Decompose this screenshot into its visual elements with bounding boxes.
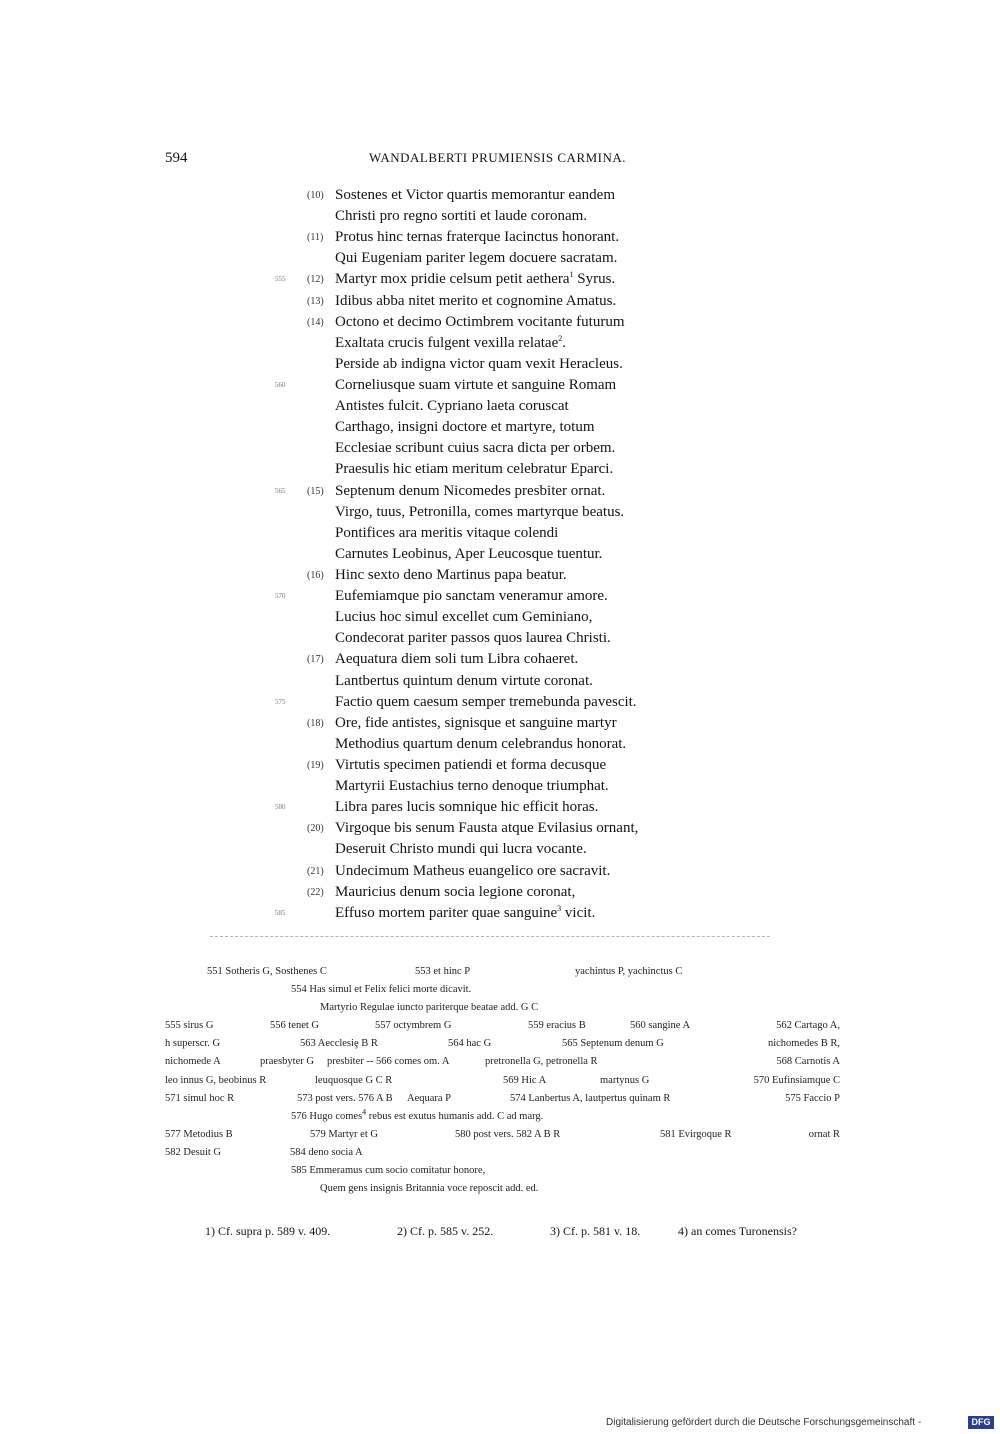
- poem-line: [275, 481, 795, 502]
- verse-body: Qui Eugeniam pariter legem docuere sacratam.: [335, 250, 618, 267]
- apparatus-entry: 562 Cartago A,: [776, 1020, 840, 1032]
- verse-text: [335, 671, 593, 692]
- verse-body: Virtutis specimen patiendi et forma decusque: [335, 756, 607, 773]
- apparatus-entry: 565 Septenum denum G: [562, 1038, 664, 1050]
- apparatus-row: [165, 1126, 840, 1144]
- apparatus-entry: Martyrio Regulae iuncto pariterque beatae add. G C: [320, 1002, 539, 1014]
- separator-line: [210, 936, 770, 937]
- apparatus-entry: Quem gens insignis Britannia voce reposcit add. ed.: [320, 1183, 539, 1195]
- day-marker: (12): [307, 274, 324, 286]
- verse-body: Condecorat pariter passos quos laurea Christi.: [335, 630, 611, 647]
- footnote-1: 1) Cf. supra p. 589 v. 409.: [205, 1224, 331, 1238]
- verse-body: Perside ab indigna victor quam vexit Heracleus.: [335, 355, 623, 372]
- poem-line: [275, 396, 795, 417]
- apparatus-text: 576 Hugo comes: [291, 1110, 363, 1122]
- apparatus-entry: 559 eracius B: [528, 1020, 586, 1032]
- verse-text: [335, 607, 592, 628]
- verse-body: Carthago, insigni doctore et martyre, totum: [335, 419, 595, 436]
- day-marker: (14): [307, 316, 324, 328]
- poem-line: [275, 312, 795, 333]
- verse-text: [335, 565, 567, 586]
- apparatus-entry: 569 Hic A: [503, 1074, 547, 1086]
- day-marker: (18): [307, 717, 324, 729]
- day-marker: (16): [307, 569, 324, 581]
- poem-line: [275, 734, 795, 755]
- poem-line: [275, 565, 795, 586]
- verse-body: Carnutes Leobinus, Aper Leucosque tuentur.: [335, 545, 603, 562]
- poem-line: [275, 269, 795, 290]
- apparatus-entry: Aequara P: [407, 1092, 452, 1104]
- poem-line: [275, 333, 795, 354]
- day-marker: (11): [307, 232, 324, 244]
- verse-body: Protus hinc ternas fraterque Iacinctus honorant.: [335, 229, 620, 246]
- apparatus-entry: 581 Evirgoque R: [660, 1128, 732, 1140]
- apparatus-entry: 574 Lanbertus A, lautpertus quinam R: [510, 1092, 671, 1104]
- apparatus-row: [165, 1035, 840, 1053]
- poem-line: [275, 755, 795, 776]
- poem-line: [275, 185, 795, 206]
- verse-body: Lucius hoc simul excellet cum Geminiano,: [335, 609, 593, 626]
- verse-body: Ore, fide antistes, signisque et sanguine martyr: [335, 714, 617, 731]
- verse-body: Septenum denum Nicomedes presbiter ornat.: [335, 482, 606, 499]
- poem-line: [275, 417, 795, 438]
- day-marker: (20): [307, 823, 324, 835]
- verse-text: [335, 354, 623, 375]
- verse-body: Virgo, tuus, Petronilla, comes martyrque beatus.: [335, 503, 625, 520]
- verse-body: Factio quem caesum semper tremebunda pavescit.: [335, 693, 637, 710]
- day-marker: (13): [307, 295, 324, 307]
- verse-text: [335, 375, 616, 396]
- apparatus-entry: h superscr. G: [165, 1038, 221, 1050]
- verse-tail: Syrus.: [573, 271, 616, 288]
- verse-text: [335, 269, 615, 290]
- apparatus-entry: nichomedes B R,: [767, 1038, 840, 1050]
- apparatus-row: [165, 999, 840, 1017]
- poem-line: [275, 354, 795, 375]
- apparatus-entry: 579 Martyr et G: [310, 1128, 378, 1140]
- line-number: 565: [275, 486, 286, 495]
- apparatus-entry: 557 octymbrem G: [375, 1020, 452, 1032]
- verse-text: [335, 818, 638, 839]
- footnote-ref: 4: [362, 1107, 367, 1117]
- verse-body: Methodius quartum denum celebrandus honorat.: [335, 735, 627, 752]
- apparatus-row: [165, 1162, 840, 1180]
- apparatus-entry: nichomede A: [165, 1056, 221, 1068]
- poem-line: [275, 607, 795, 628]
- verse-body: Mauricius denum socia legione coronat,: [335, 883, 576, 900]
- poem-line: [275, 839, 795, 860]
- poem-line: [275, 375, 795, 396]
- poem-line: [275, 649, 795, 670]
- line-number: 570: [275, 592, 286, 601]
- apparatus-entry: 580 post vers. 582 A B R: [455, 1128, 561, 1140]
- line-number: 555: [275, 275, 286, 284]
- footnotes: [205, 1224, 840, 1242]
- verse-body: Pontifices ara meritis vitaque colendi: [335, 524, 559, 541]
- apparatus-entry: 582 Desuit G: [165, 1146, 221, 1158]
- poem-line: [275, 544, 795, 565]
- apparatus-row: [165, 1180, 840, 1198]
- critical-apparatus: [165, 963, 840, 1198]
- verse-text: [335, 861, 610, 882]
- verse-body: Aequatura diem soli tum Libra cohaeret.: [335, 651, 579, 668]
- footnote-4: 4) an comes Turonensis?: [678, 1224, 797, 1238]
- apparatus-entry: [291, 1108, 543, 1126]
- verse-body: Libra pares lucis somnique hic efficit horas.: [335, 799, 599, 816]
- poem-line: [275, 882, 795, 903]
- dfg-logo: DFG: [968, 1416, 994, 1429]
- verse-text: [335, 882, 575, 903]
- verse-body: Deseruit Christo mundi qui lucra vocante.: [335, 841, 587, 858]
- verse-text: [335, 438, 615, 459]
- poem-line: [275, 523, 795, 544]
- verse-body: Octono et decimo Octimbrem vocitante futurum: [335, 313, 625, 330]
- poem-line: [275, 628, 795, 649]
- apparatus-row: [165, 1144, 840, 1162]
- poem-line: [275, 903, 795, 924]
- apparatus-row: [165, 1072, 840, 1090]
- footnote-3: 3) Cf. p. 581 v. 18.: [550, 1224, 641, 1238]
- day-marker: (15): [307, 485, 324, 497]
- footnote-ref: 1: [569, 270, 574, 280]
- apparatus-row: [165, 1108, 840, 1126]
- verse-text: [335, 481, 605, 502]
- verse-text: [335, 417, 595, 438]
- verse-body: Eufemiamque pio sanctam veneramur amore.: [335, 588, 608, 605]
- day-marker: (17): [307, 654, 324, 666]
- line-number: 575: [275, 697, 286, 706]
- apparatus-text: rebus est exutus humanis add. C ad marg.: [366, 1110, 544, 1122]
- poem-line: [275, 248, 795, 269]
- verse-body: Antistes fulcit. Cypriano laeta coruscat: [335, 398, 569, 415]
- verse-text: [335, 396, 569, 417]
- apparatus-entry: 554 Has simul et Felix felici morte dicavit.: [291, 984, 472, 996]
- verse-text: [335, 734, 626, 755]
- apparatus-entry: 584 deno socia A: [290, 1146, 363, 1158]
- footnote-ref: 2: [558, 333, 563, 343]
- verse-text: [335, 692, 637, 713]
- apparatus-entry: 573 post vers. 576 A B: [297, 1092, 393, 1104]
- footnote-2: 2) Cf. p. 585 v. 252.: [397, 1224, 494, 1238]
- verse-text: [335, 649, 578, 670]
- verse-text: [335, 628, 611, 649]
- verse-text: [335, 227, 619, 248]
- poem-line: [275, 861, 795, 882]
- apparatus-entry: yachintus P, yachinctus C: [575, 966, 683, 977]
- verse-text: [335, 206, 587, 227]
- apparatus-entry: 555 sirus G: [165, 1020, 214, 1032]
- poem-line: [275, 459, 795, 480]
- poem-line: [275, 797, 795, 818]
- verse-body: Sostenes et Victor quartis memorantur eandem: [335, 187, 615, 203]
- apparatus-entry: 556 tenet G: [270, 1020, 319, 1032]
- poem-line: [275, 776, 795, 797]
- verse-text: [335, 312, 625, 333]
- verse-text: [335, 248, 617, 269]
- verse-body: Exaltata crucis fulgent vexilla relatae: [335, 334, 559, 351]
- poem-line: [275, 502, 795, 523]
- verse-body: Undecimum Matheus euangelico ore sacravit.: [335, 862, 611, 879]
- verse-body: Lantbertus quintum denum virtute coronat.: [335, 672, 593, 689]
- apparatus-entry: 577 Metodius B: [165, 1128, 233, 1140]
- apparatus-entry: pretronella G, petronella R: [485, 1056, 598, 1068]
- poem-line: [275, 206, 795, 227]
- day-marker: (10): [307, 190, 324, 201]
- apparatus-entry: ornat R: [808, 1128, 840, 1140]
- apparatus-entry: leo innus G, beobinus R: [165, 1074, 267, 1086]
- poem-text: [275, 185, 795, 924]
- poem-line: [275, 818, 795, 839]
- verse-text: [335, 776, 609, 797]
- apparatus-entry: praesbyter G: [260, 1056, 314, 1068]
- apparatus-entry: 553 et hinc P: [415, 966, 471, 977]
- apparatus-entry: martynus G: [600, 1074, 650, 1086]
- poem-line: [275, 671, 795, 692]
- apparatus-row: [165, 1017, 840, 1035]
- verse-text: [335, 755, 606, 776]
- verse-body: Idibus abba nitet merito et cognomine Amatus.: [335, 292, 617, 309]
- verse-text: [335, 333, 566, 354]
- day-marker: (21): [307, 865, 324, 877]
- apparatus-entry: 568 Carnotis A: [776, 1056, 840, 1068]
- line-number: 585: [275, 908, 286, 917]
- apparatus-entry: 551 Sotheris G, Sosthenes C: [207, 966, 327, 977]
- verse-body: Martyrii Eustachius terno denoque triumphat.: [335, 778, 609, 795]
- verse-text: [335, 797, 598, 818]
- verse-text: [335, 544, 602, 565]
- poem-line: [275, 227, 795, 248]
- verse-tail: vicit.: [561, 904, 596, 921]
- apparatus-entry: 570 Eufinsiamque C: [753, 1074, 840, 1086]
- digitization-note: Digitalisierung gefördert durch die Deutsche Forschungsgemeinschaft -: [606, 1417, 922, 1428]
- poem-line: [275, 438, 795, 459]
- apparatus-entry: leuquosque G C R: [315, 1074, 393, 1086]
- verse-text: [335, 291, 616, 312]
- apparatus-row: [165, 1053, 840, 1071]
- verse-tail: .: [562, 334, 566, 351]
- verse-text: [335, 502, 624, 523]
- apparatus-entry: 563 Aecclesiȩ B R: [300, 1038, 378, 1050]
- verse-text: [335, 185, 615, 206]
- apparatus-row: [165, 963, 840, 981]
- verse-body: Corneliusque suam virtute et sanguine Romam: [335, 376, 617, 393]
- day-marker: (19): [307, 759, 324, 771]
- verse-body: Effuso mortem pariter quae sanguine: [335, 904, 558, 921]
- page-number: 594: [165, 150, 188, 166]
- apparatus-entry: 575 Faccio P: [785, 1092, 840, 1104]
- apparatus-entry: 585 Emmeramus cum socio comitatur honore,: [291, 1165, 486, 1177]
- verse-body: Virgoque bis senum Fausta atque Evilasius ornant,: [335, 820, 639, 837]
- verse-text: [335, 586, 608, 607]
- running-head: WANDALBERTI PRUMIENSIS CARMINA.: [369, 150, 627, 165]
- verse-body: Hinc sexto deno Martinus papa beatur.: [335, 566, 567, 583]
- footnote-ref: 3: [557, 903, 562, 913]
- apparatus-entry: 560 sangine A: [630, 1020, 691, 1032]
- apparatus-entry: 571 simul hoc R: [165, 1092, 235, 1104]
- poem-line: [275, 586, 795, 607]
- verse-text: [335, 839, 587, 860]
- line-number: 560: [275, 380, 286, 389]
- poem-line: [275, 291, 795, 312]
- poem-line: [275, 713, 795, 734]
- verse-body: Martyr mox pridie celsum petit aethera: [335, 271, 570, 288]
- verse-text: [335, 459, 613, 480]
- verse-body: Praesulis hic etiam meritum celebratur Eparci.: [335, 461, 614, 478]
- poem-line: [275, 692, 795, 713]
- line-number: 580: [275, 803, 286, 812]
- apparatus-row: [165, 981, 840, 999]
- day-marker: (22): [307, 886, 324, 898]
- verse-text: [335, 713, 617, 734]
- apparatus-entry: 564 hac G: [448, 1038, 492, 1050]
- verse-text: [335, 523, 558, 544]
- verse-body: Ecclesiae scribunt cuius sacra dicta per orbem.: [335, 440, 616, 457]
- apparatus-entry: presbiter -- 566 comes om. A: [327, 1056, 450, 1068]
- verse-body: Christi pro regno sortiti et laude coronam.: [335, 208, 588, 225]
- apparatus-row: [165, 1090, 840, 1108]
- verse-text: [335, 903, 595, 924]
